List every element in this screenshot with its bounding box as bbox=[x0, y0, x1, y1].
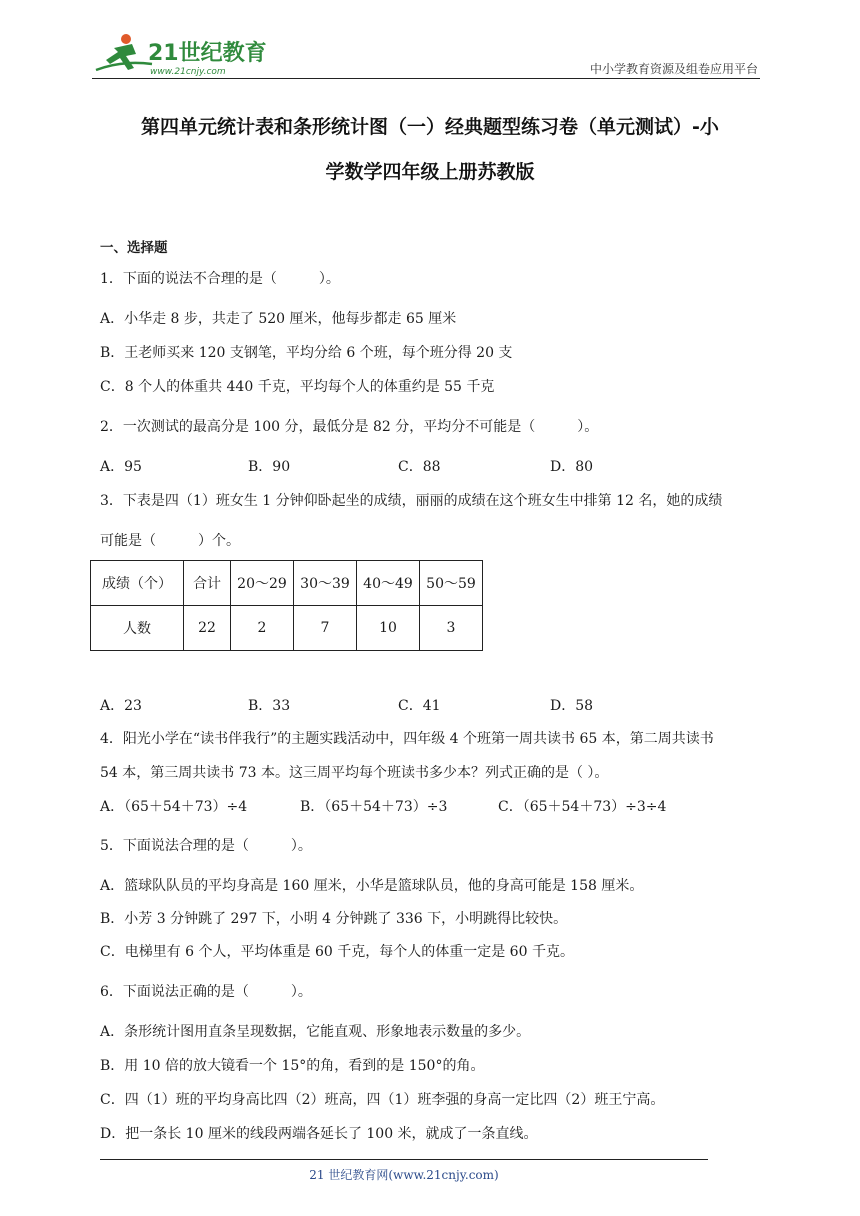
q4-option-a: A．（65＋54＋73）÷4 bbox=[100, 799, 248, 815]
table-header-cell: 合计 bbox=[184, 561, 231, 606]
q4-stem-line2: 54 本，第三周共读书 73 本。这三周平均每个班读书多少本？列式正确的是（ ）。 bbox=[100, 765, 609, 781]
q3-option-d: D．58 bbox=[550, 698, 594, 714]
table-header-cell: 20～29 bbox=[231, 561, 294, 606]
q6-option-b: B．用 10 倍的放大镜看一个 15°的角，看到的是 150°的角。 bbox=[100, 1058, 485, 1074]
q2-option-c: C．88 bbox=[398, 459, 441, 475]
q1-option-c: C．8 个人的体重共 440 千克，平均每个人的体重约是 55 千克 bbox=[100, 379, 495, 395]
q2-option-a: A．95 bbox=[100, 459, 142, 475]
q5-option-b: B．小芳 3 分钟跳了 297 下，小明 4 分钟跳了 336 下，小明跳得比较快。 bbox=[100, 911, 568, 927]
table-row bbox=[91, 606, 483, 651]
page-title-line2: 学数学四年级上册苏教版 bbox=[325, 161, 535, 183]
table-cell: 人数 bbox=[91, 606, 184, 651]
table-cell: 2 bbox=[231, 606, 294, 651]
q3-option-c: C．41 bbox=[398, 698, 441, 714]
q3-stem-line2: 可能是（ ）个。 bbox=[100, 533, 240, 549]
q2-option-b: B．90 bbox=[248, 459, 291, 475]
table-header-cell: 50～59 bbox=[420, 561, 483, 606]
q1-option-a: A．小华走 8 步，共走了 520 厘米，他每步都走 65 厘米 bbox=[100, 311, 457, 327]
table-header-cell: 30～39 bbox=[294, 561, 357, 606]
section-heading: 一、选择题 bbox=[100, 240, 168, 256]
page-footer: 21 世纪教育网(www.21cnjy.com) bbox=[309, 1168, 499, 1182]
table-header-row bbox=[91, 561, 483, 606]
q2-stem: 2．一次测试的最高分是 100 分，最低分是 82 分，平均分不可能是（ ）。 bbox=[100, 419, 599, 435]
table-cell: 7 bbox=[294, 606, 357, 651]
table-cell: 3 bbox=[420, 606, 483, 651]
table-header-cell: 成绩（个） bbox=[91, 561, 184, 606]
q5-option-a: A．篮球队队员的平均身高是 160 厘米，小华是篮球队员，他的身高可能是 158 厘米。 bbox=[100, 878, 644, 894]
score-table bbox=[90, 560, 483, 651]
q6-option-a: A．条形统计图用直条呈现数据，它能直观、形象地表示数量的多少。 bbox=[100, 1024, 531, 1040]
q5-stem: 5．下面说法合理的是（ ）。 bbox=[100, 838, 312, 854]
q3-stem-line1: 3．下表是四（1）班女生 1 分钟仰卧起坐的成绩，丽丽的成绩在这个班女生中排第 12 名，她的成绩 bbox=[100, 493, 723, 509]
header-divider bbox=[92, 78, 760, 79]
logo bbox=[92, 30, 292, 78]
q4-option-b: B．（65＋54＋73）÷3 bbox=[300, 799, 448, 815]
table-cell: 22 bbox=[184, 606, 231, 651]
q4-stem-line1: 4．阳光小学在“读书伴我行”的主题实践活动中，四年级 4 个班第一周共读书 65 本，第二周共读书 bbox=[100, 731, 714, 747]
q3-option-a: A．23 bbox=[100, 698, 142, 714]
q4-option-c: C．（65＋54＋73）÷3÷4 bbox=[498, 799, 667, 815]
table-cell: 10 bbox=[357, 606, 420, 651]
table-header-cell: 40～49 bbox=[357, 561, 420, 606]
q6-option-c: C．四（1）班的平均身高比四（2）班高，四（1）班李强的身高一定比四（2）班王宁高。 bbox=[100, 1092, 665, 1108]
q6-stem: 6．下面说法正确的是（ ）。 bbox=[100, 984, 312, 1000]
logo-url: www.21cnjy.com bbox=[150, 67, 226, 77]
footer-divider bbox=[100, 1159, 708, 1160]
logo-text: 21世纪教育 bbox=[148, 41, 267, 66]
q1-stem: 1．下面的说法不合理的是（ ）。 bbox=[100, 271, 340, 287]
runner-icon bbox=[96, 34, 152, 70]
page-header bbox=[92, 30, 760, 80]
q2-option-d: D．80 bbox=[550, 459, 594, 475]
page-title-line1: 第四单元统计表和条形统计图（一）经典题型练习卷（单元测试）-小 bbox=[141, 116, 719, 138]
q5-option-c: C．电梯里有 6 个人，平均体重是 60 千克，每个人的体重一定是 60 千克。 bbox=[100, 944, 574, 960]
site-tagline: 中小学教育资源及组卷应用平台 bbox=[589, 62, 758, 76]
q3-option-b: B．33 bbox=[248, 698, 291, 714]
q1-option-b: B．王老师买来 120 支钢笔，平均分给 6 个班，每个班分得 20 支 bbox=[100, 345, 513, 361]
q6-option-d: D．把一条长 10 厘米的线段两端各延长了 100 米，就成了一条直线。 bbox=[100, 1126, 538, 1142]
